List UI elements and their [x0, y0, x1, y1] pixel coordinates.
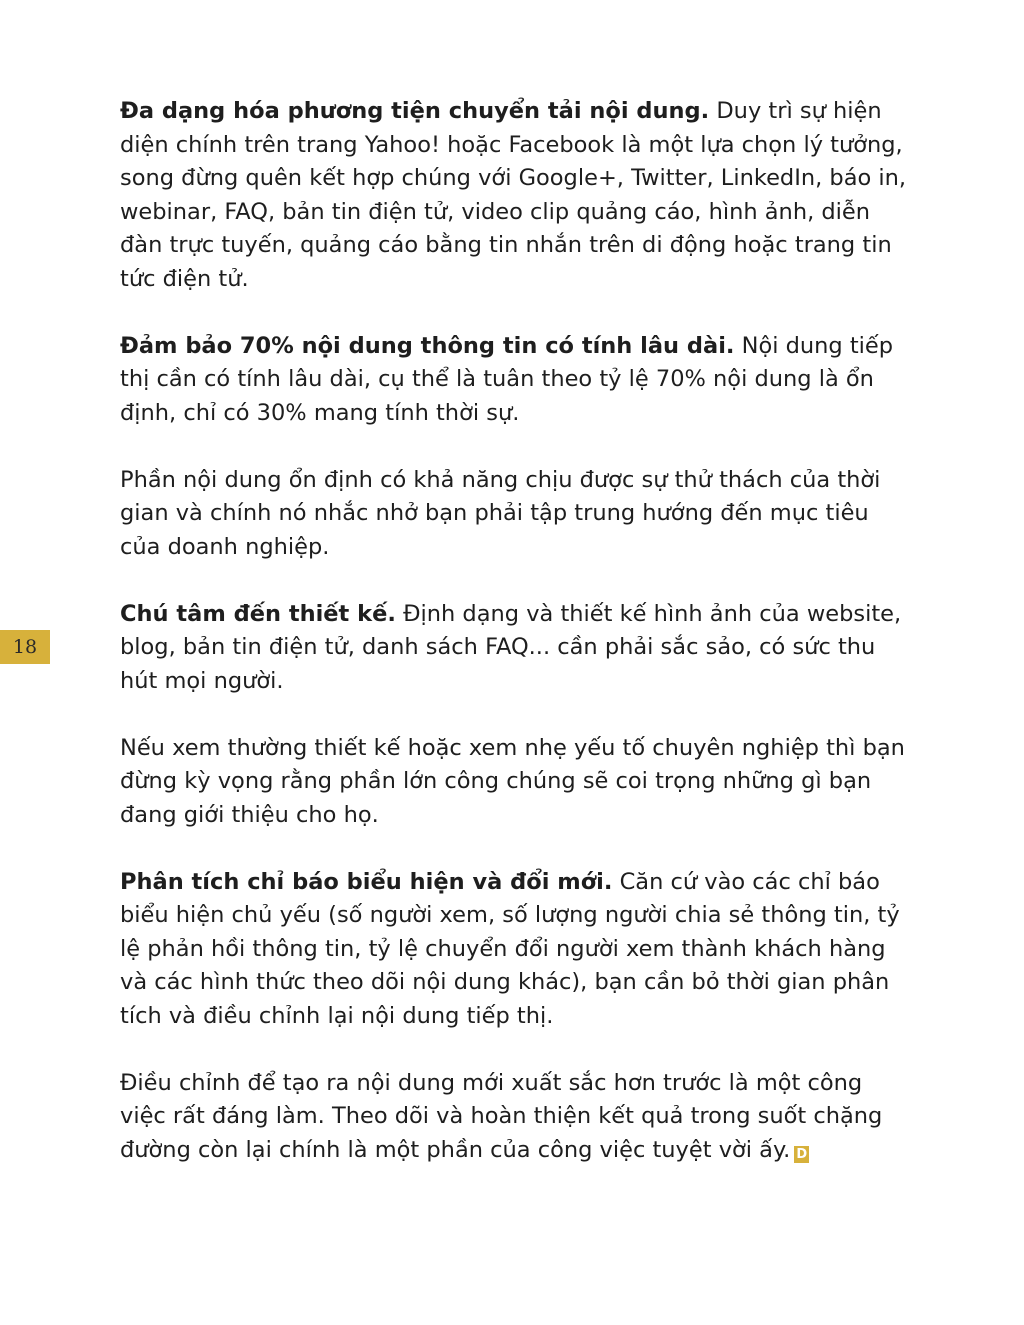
paragraph-stable-content: [120, 464, 910, 565]
page-number: 18: [12, 636, 38, 658]
paragraph-text: Nội dung tiếp thị cần có tính lâu dài, cụ thể là tuân theo tỷ lệ 70% nội dung là ổn định, chỉ có 30% mang tính thời sự.: [120, 332, 894, 426]
paragraph-heading: Đảm bảo 70% nội dung thông tin có tính lâu dài.: [120, 332, 735, 359]
paragraph-heading: Phân tích chỉ báo biểu hiện và đổi mới.: [120, 868, 613, 895]
paragraph-lasting-content: [120, 330, 910, 431]
paragraph-text: Phần nội dung ổn định có khả năng chịu được sự thử thách của thời gian và chính nó nhắc nhở bạn phải tập trung hướng đến mục tiêu của doanh nghiệp.: [120, 466, 881, 560]
paragraph-analyze-indicators: [120, 866, 910, 1034]
paragraph-text: Nếu xem thường thiết kế hoặc xem nhẹ yếu tố chuyên nghiệp thì bạn đừng kỳ vọng rằng phần lớn công chúng sẽ coi trọng những gì bạn đang giới thiệu cho họ.: [120, 734, 905, 828]
paragraph-closing: [120, 1067, 910, 1168]
paragraph-text: Duy trì sự hiện diện chính trên trang Yahoo! hoặc Facebook là một lựa chọn lý tưởng, song đừng quên kết hợp chúng với Google+, Twitter, LinkedIn, báo in, webinar, FAQ, bản tin điện tử, video clip quảng cáo, hình ảnh, diễn đàn trực tuyến, quảng cáo bằng tin nhắn trên di động hoặc trang tin tức điện tử.: [120, 98, 907, 292]
paragraph-text: Điều chỉnh để tạo ra nội dung mới xuất sắc hơn trước là một công việc rất đáng làm. Theo dõi và hoàn thiện kết quả trong suốt chặng đường còn lại chính là một phần của công việc tuyệt vời ấy.: [120, 1069, 883, 1163]
paragraph-diversify-channels: [120, 95, 910, 296]
body-text: [120, 95, 910, 1201]
paragraph-text: Định dạng và thiết kế hình ảnh của website, blog, bản tin điện tử, danh sách FAQ... cần phải sắc sảo, có sức thu hút mọi người.: [120, 600, 902, 694]
paragraph-heading: Đa dạng hóa phương tiện chuyển tải nội dung.: [120, 98, 710, 124]
page-number-tab: [0, 630, 50, 664]
paragraph-text: Căn cứ vào các chỉ báo biểu hiện chủ yếu (số người xem, số lượng người chia sẻ thông tin, tỷ lệ phản hồi thông tin, tỷ lệ chuyển đổi người xem thành khách hàng và các hình thức theo dõi nội dung khác), bạn cần bỏ thời gian phân tích và điều chỉnh lại nội dung tiếp thị.: [120, 868, 900, 1029]
paragraph-heading: Chú tâm đến thiết kế.: [120, 600, 396, 627]
paragraph-design-focus: [120, 598, 910, 699]
paragraph-design-warning: [120, 732, 910, 833]
end-mark-icon: D: [794, 1146, 809, 1163]
